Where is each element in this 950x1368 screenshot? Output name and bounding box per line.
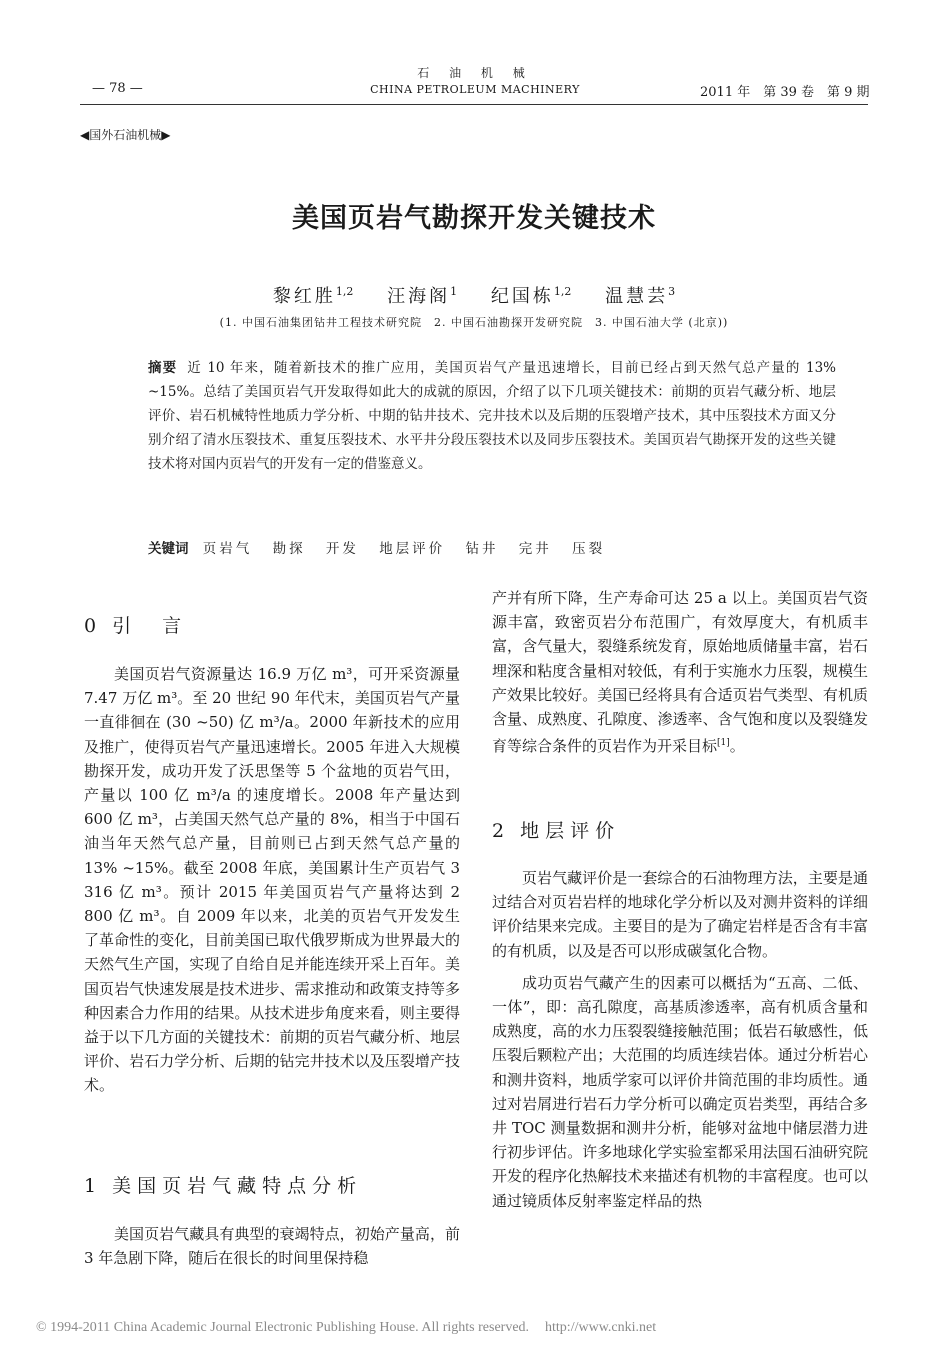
footer-url: http://www.cnki.net: [545, 1320, 657, 1335]
body-paragraph: 产并有所下降，生产寿命可达 25 a 以上。美国页岩气资源丰富，致密页岩分布范围广，有效厚度大，有机质丰富，含气量大，裂缝系统发育，原始地质储量丰富，岩石埋深和粘度含量相对较低，有利于实施水力压裂，规模生产效果比较好。美国已经将具有合适页岩气类型、有机质含量、成熟度、孔隙度、渗透率、含气饱和度以及裂缝发育等综合条件的页岩作为开采目标[1]。: [492, 589, 868, 756]
body-paragraph: 页岩气藏评价是一套综合的石油物理方法，主要是通过结合对页岩岩样的地球化学分析以及对测井资料的详细评价结果来完成。主要目的是为了确定岩样是否含有丰富的有机质，以及是否可以形成碳氢化合物。 成功页岩气藏产生的因素可以概括为“五高、二低、一体”，即：高孔隙度，高基质渗透率，高有机质含量和成熟度，高的水力压裂裂缝接触范围；低岩石敏感性，低压裂后颗粒产出；大范围的均质连续岩体。通过分析岩心和测井资料，地质学家可以评价井筒范围的非均质性。通过对岩屑进行岩石力学分析可以确定页岩类型，再结合多井 TOC 测量数据和测井分析，能够对盆地中储层潜力进行初步评估。许多地球化学实验室都采用法国石油研究院开发的程序化热解技术来描述有机物的丰富程度。也可以通过镜质体反射率鉴定样品的热: [492, 869, 868, 1210]
keyword: 压裂: [572, 541, 606, 557]
author-list: [80, 282, 868, 308]
author: 纪国栋$^{1,2}$: [490, 285, 572, 307]
affiliations: (1. 中国石油集团钻井工程技术研究院 2. 中国石油勘探开发研究院 3. 中国石油大学 (北京)): [219, 316, 729, 329]
author: 汪海阁$^1$: [387, 285, 458, 307]
body-paragraph: 美国页岩气资源量达 16.9 万亿 m³，可开采资源量 7.47 万亿 m³。至 20 世纪 90 年代末，美国页岩气产量一直徘徊在 (30 ~50) 亿 m³/a。2000 年新技术的应用及推广，使得页岩气产量迅速增长。2005 年进入大规模勘探开发，成功开发了沃思堡等 5 个盆地的页岩气田，产量以 100 亿 m³/a 的速度增长。2008 年产量达到 600 亿 m³，占美国天然气总产量的 8%，相当于中国石油当年天然气总产量，目前则已占到天然气总产量的 13% ~15%。截至 2008 年底，美国累计生产页岩气 3 316 亿 m³。预计 2015 年美国页岩气产量将达到 2 800 亿 m³。自 2009 年以来，北美的页岩气开发发生了革命性的变化，目前美国已取代俄罗斯成为世界最大的天然气生产国，实现了自给自足并能连续开采上百年。美国页岩气快速发展是技术进步、需求推动和政策支持等多种因素合力作用的结果。从技术进步角度来看，则主要得益于以下几方面的关键技术：前期的页岩气藏分析、地层评价、岩石力学分析、后期的钻完井技术以及压裂增产技术。: [84, 665, 460, 1095]
column-tag: ◀国外石油机械▶: [80, 128, 171, 142]
issue-info: 2011 年 第 39 卷 第 9 期: [700, 85, 870, 100]
keywords: [148, 537, 621, 557]
body-paragraph: 美国页岩气藏具有典型的衰竭特点，初始产量高，前 3 年急剧下降，随后在很长的时间里保持稳: [84, 1225, 460, 1268]
citation: [1]: [717, 738, 730, 749]
abstract: [148, 356, 836, 476]
copyright-footer: © 1994-2011 China Academic Journal Electronic Publishing House. All rights reserved. http://www.cnki.net: [36, 1320, 657, 1335]
keyword: 页岩气: [202, 541, 253, 557]
page-number: — 78 —: [92, 81, 143, 96]
author: 黎红胜$^{1,2}$: [272, 285, 354, 307]
header-rule: [80, 104, 868, 105]
abstract-text: 近 10 年来，随着新技术的推广应用，美国页岩气产量迅速增长，目前已经占到天然气总产量的 13% ~15%。总结了美国页岩气开发取得如此大的成就的原因，介绍了以下几项关键技术：前期的页岩气藏分析、地层评价、岩石机械特性地质力学分析、中期的钻井技术、完井技术以及后期的压裂增产技术，其中压裂技术方面又分别介绍了清水压裂技术、重复压裂技术、水平井分段压裂技术以及同步压裂技术。美国页岩气勘探开发的这些关键技术将对国内页岩气的开发有一定的借鉴意义。: [148, 360, 836, 472]
section-heading-1: 1 美国页岩气藏特点分析: [84, 1175, 363, 1197]
keyword: 完井: [518, 541, 552, 557]
paper-title: 美国页岩气勘探开发关键技术: [292, 203, 656, 234]
keyword: 勘探: [272, 541, 306, 557]
keyword: 地层评价: [379, 541, 446, 557]
section-heading-0: 0 引 言: [84, 615, 188, 637]
journal-title-en: CHINA PETROLEUM MACHINERY: [370, 83, 580, 96]
keywords-label: 关键词: [148, 541, 189, 557]
keyword: 钻井: [465, 541, 499, 557]
author: 温慧芸$^3$: [605, 285, 676, 307]
journal-title-cn: 石 油 机 械: [417, 66, 533, 80]
keyword: 开发: [325, 541, 359, 557]
section-heading-2: 2 地层评价: [492, 820, 621, 842]
abstract-label: 摘要: [148, 360, 178, 376]
